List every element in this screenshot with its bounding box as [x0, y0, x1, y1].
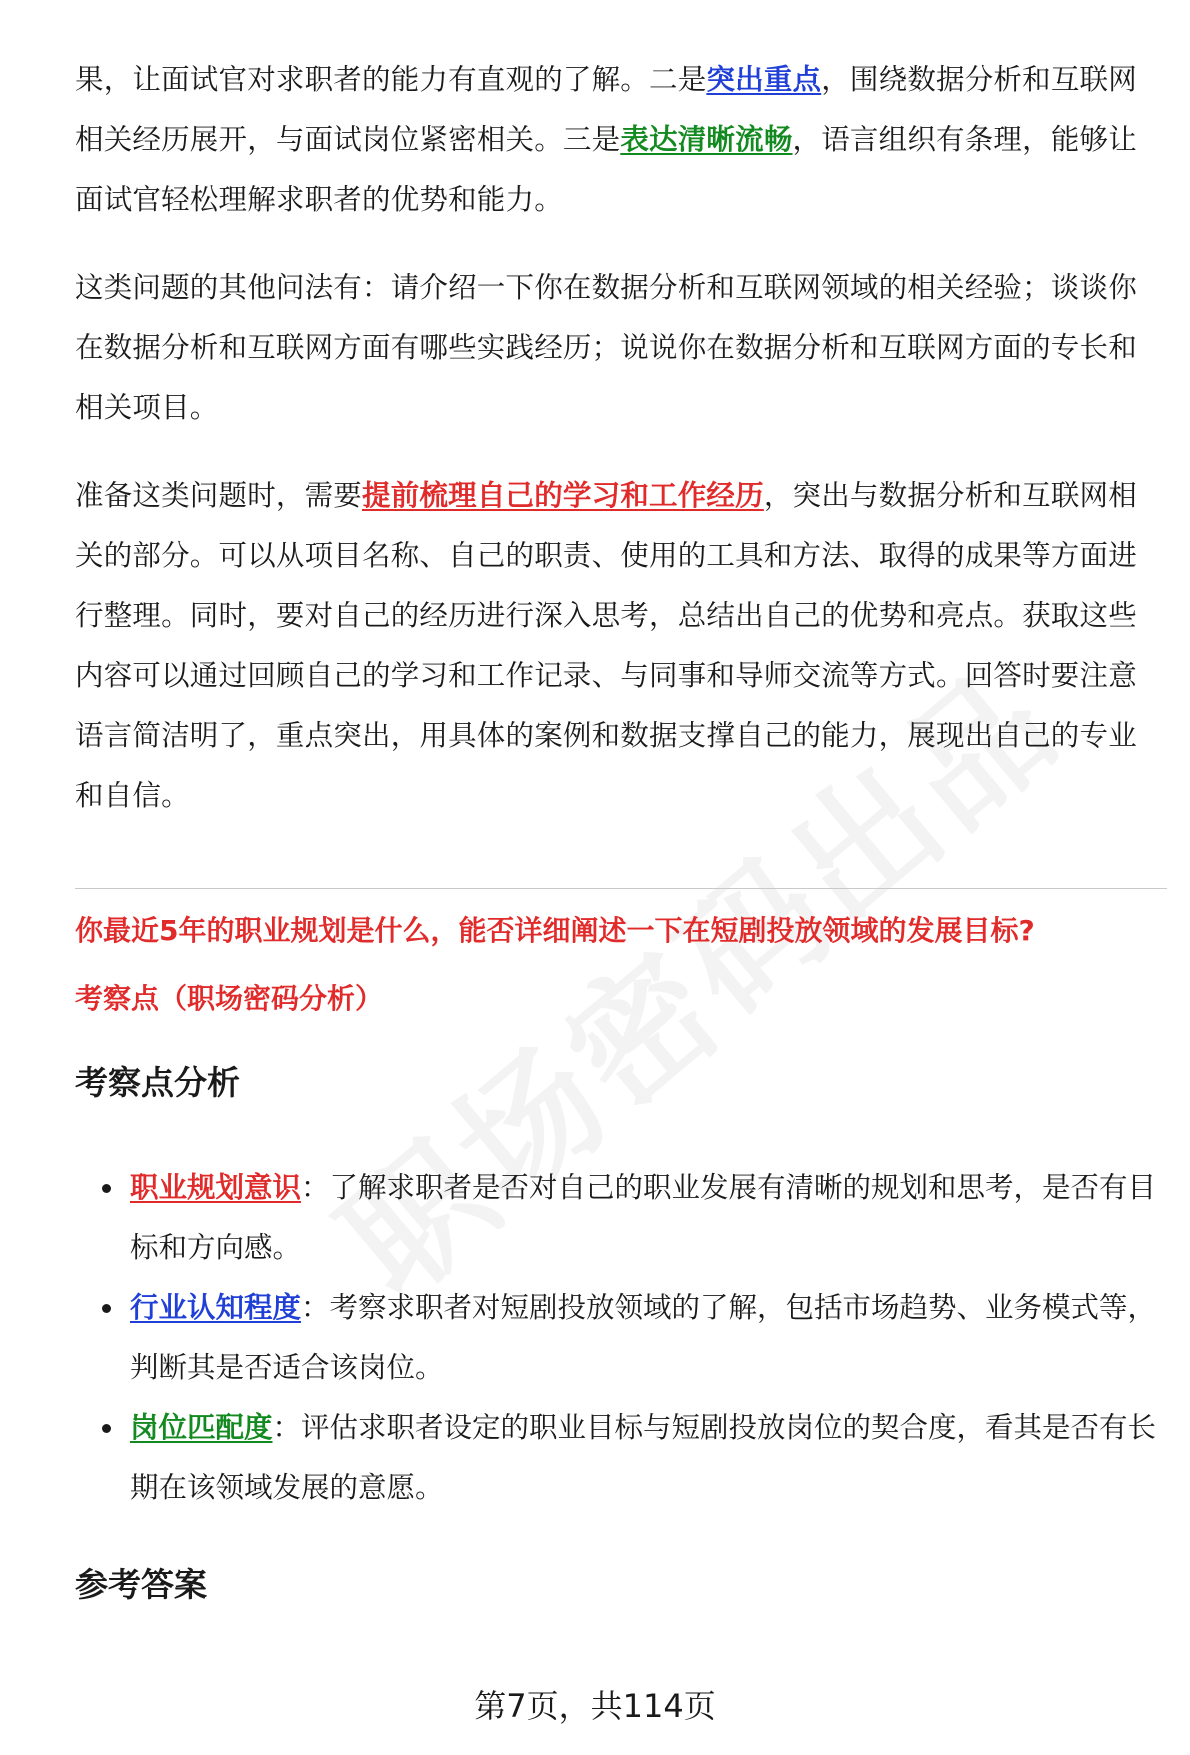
analysis-term: 职业规划意识: [130, 1171, 302, 1204]
page-number: 第7页，共114页: [474, 1687, 716, 1725]
paragraph-3-text-2: ，突出与数据分析和互联网相关的部分。可以从项目名称、自己的职责、使用的工具和方法、取得的成果等方面进行整理。同时，要对自己的经历进行深入思考，总结出自己的优势和亮点。获取这些内容可以通过回顾自己的学习和工作记录、与同事和导师交流等方式。回答时要注意语言简洁明了，重点突出，用具体的案例和数据支撑自己的能力，展现出自己的专业和自信。: [75, 479, 1137, 812]
paragraph-1-text-3: ，语言组织有条理，能够让面试官轻松理解求职者的优势和能力。: [75, 123, 1137, 216]
analysis-desc: ：了解求职者是否对自己的职业发展有清晰的规划和思考，是否有目标和方向感。: [130, 1171, 1157, 1264]
paragraph-3-text-1: 准备这类问题时，需要: [75, 479, 363, 512]
question-title: 你最近5年的职业规划是什么，能否详细阐述一下在短剧投放领域的发展目标?: [75, 914, 1035, 947]
bullet-icon: [102, 1304, 111, 1313]
analysis-list: [75, 1158, 1165, 1518]
bullet-icon: [102, 1424, 111, 1433]
kaocha-label: 考察点（职场密码分析）: [75, 982, 384, 1015]
paragraph-3: [75, 466, 1155, 826]
bullet-icon: [102, 1184, 111, 1193]
highlight-key-points: 突出重点: [706, 63, 822, 96]
body-text: [75, 50, 1155, 826]
paragraph-1: [75, 50, 1155, 230]
list-item: [75, 1278, 1165, 1398]
analysis-term: 岗位匹配度: [130, 1411, 273, 1444]
paragraph-1-text-1: 果，让面试官对求职者的能力有直观的了解。二是: [75, 63, 707, 96]
analysis-heading: 考察点分析: [75, 1063, 240, 1102]
answer-heading: 参考答案: [75, 1565, 207, 1604]
paragraph-2: 这类问题的其他问法有：请介绍一下你在数据分析和互联网领域的相关经验；谈谈你在数据分析和互联网方面有哪些实践经历；说说你在数据分析和互联网方面的专长和相关项目。: [75, 271, 1137, 424]
paragraph-1-text-2: ，围绕数据分析和互联网相关经历展开，与面试岗位紧密相关。三是: [75, 63, 1137, 156]
analysis-desc: ：考察求职者对短剧投放领域的了解，包括市场趋势、业务模式等，判断其是否适合该岗位。: [130, 1291, 1157, 1384]
analysis-desc: ：评估求职者设定的职业目标与短剧投放岗位的契合度，看其是否有长期在该领域发展的意愿。: [130, 1411, 1157, 1504]
section-divider: [75, 888, 1167, 889]
highlight-review-experience: 提前梳理自己的学习和工作经历: [362, 479, 764, 512]
highlight-clear-expression: 表达清晰流畅: [620, 123, 793, 156]
list-item: [75, 1398, 1165, 1518]
list-item: [75, 1158, 1165, 1278]
analysis-term: 行业认知程度: [130, 1291, 302, 1324]
